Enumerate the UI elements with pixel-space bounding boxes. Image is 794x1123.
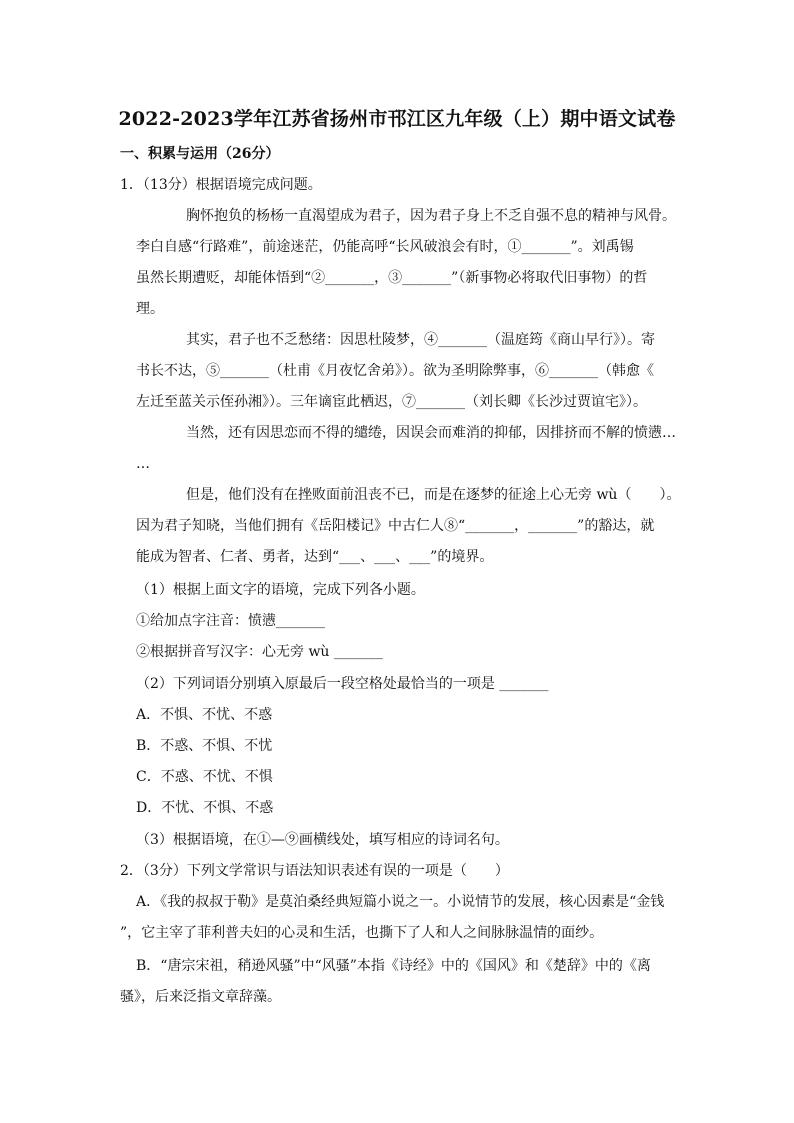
sub-question-3: （3）根据语境，在①—⑨画横线处，填写相应的诗词名句。 [136,832,509,848]
passage-line: 其实，君子也不乏愁绪：因思杜陵梦，④_______（温庭筠《商山早行》）。寄 [186,332,655,348]
question-1-stem: 1．（13分）根据语境完成问题。 [120,177,322,193]
option-line: B．“唐宗宋祖，稍逊风骚”中“风骚”本指《诗经》中的《国风》和《楚辞》中的《离 [136,958,651,974]
option-b: B．不惑、不惧、不忧 [136,738,273,754]
passage-line: 但是，他们没有在挫败面前沮丧不已，而是在逐梦的征途上心无旁 wù（ ）。 [186,487,681,503]
sub-item-pinyin: ①给加点字注音：愤懑_______ [136,613,325,629]
passage-line: 能成为智者、仁者、勇者，达到“___、___、___”的境界。 [136,549,494,565]
passage-line: 李白自感“行路难”，前途迷茫，仍能高呼“长风破浪会有时，①_______”。刘禹锡 [136,239,634,255]
passage-line: 当然，还有因思恋而不得的缱绻，因误会而难消的抑郁，因排挤而不解的愤懑… [186,425,676,441]
option-line: 骚》，后来泛指文章辞藻。 [120,989,281,1005]
exam-title: 2022-2023学年江苏省扬州市邗江区九年级（上）期中语文试卷 [118,108,676,130]
passage-line: 书长不达，⑤_______（杜甫《月夜忆舍弟》）。欲为圣明除弊事，⑥_______（韩愈《 [136,363,654,379]
question-2-stem: 2．（3分）下列文学常识与语法知识表述有误的一项是（ ） [120,863,509,879]
sub-question-1: （1）根据上面文字的语境，完成下列各小题。 [136,582,425,598]
option-c: C．不惑、不忧、不惧 [136,769,273,785]
sub-question-2: （2）下列词语分别填入原最后一段空格处最恰当的一项是 _______ [136,676,549,692]
option-line: A．《我的叔叔于勒》是莫泊桑经典短篇小说之一。小说情节的发展，核心因素是“金钱 [136,894,665,910]
passage-line: 虽然长期遭贬，却能体悟到“②_______，③_______”（新事物必将取代旧事物）的哲 [136,270,648,286]
section-heading: 一、积累与运用（26分） [120,146,280,162]
sub-item-hanzi: ②根据拼音写汉字：心无旁 wù _______ [136,644,383,660]
passage-line: 因为君子知晓，当他们拥有《岳阳楼记》中古仁人⑧“_______，_______”的豁达，就 [136,518,655,534]
passage-line: 胸怀抱负的杨杨一直渴望成为君子，因为君子身上不乏自强不息的精神与风骨。 [186,208,676,224]
passage-line: … [136,456,150,472]
option-a: A．不惧、不忧、不惑 [136,707,273,723]
passage-line: 理。 [136,301,164,317]
option-line: ”，它主宰了菲利普夫妇的心灵和生活，也撕下了人和人之间脉脉温情的面纱。 [120,925,604,941]
option-d: D．不忧、不惧、不惑 [136,800,274,816]
passage-line: 左迁至蓝关示侄孙湘》）。三年谪宦此栖迟，⑦_______（刘长卿《长沙过贾谊宅》）。 [136,394,647,410]
